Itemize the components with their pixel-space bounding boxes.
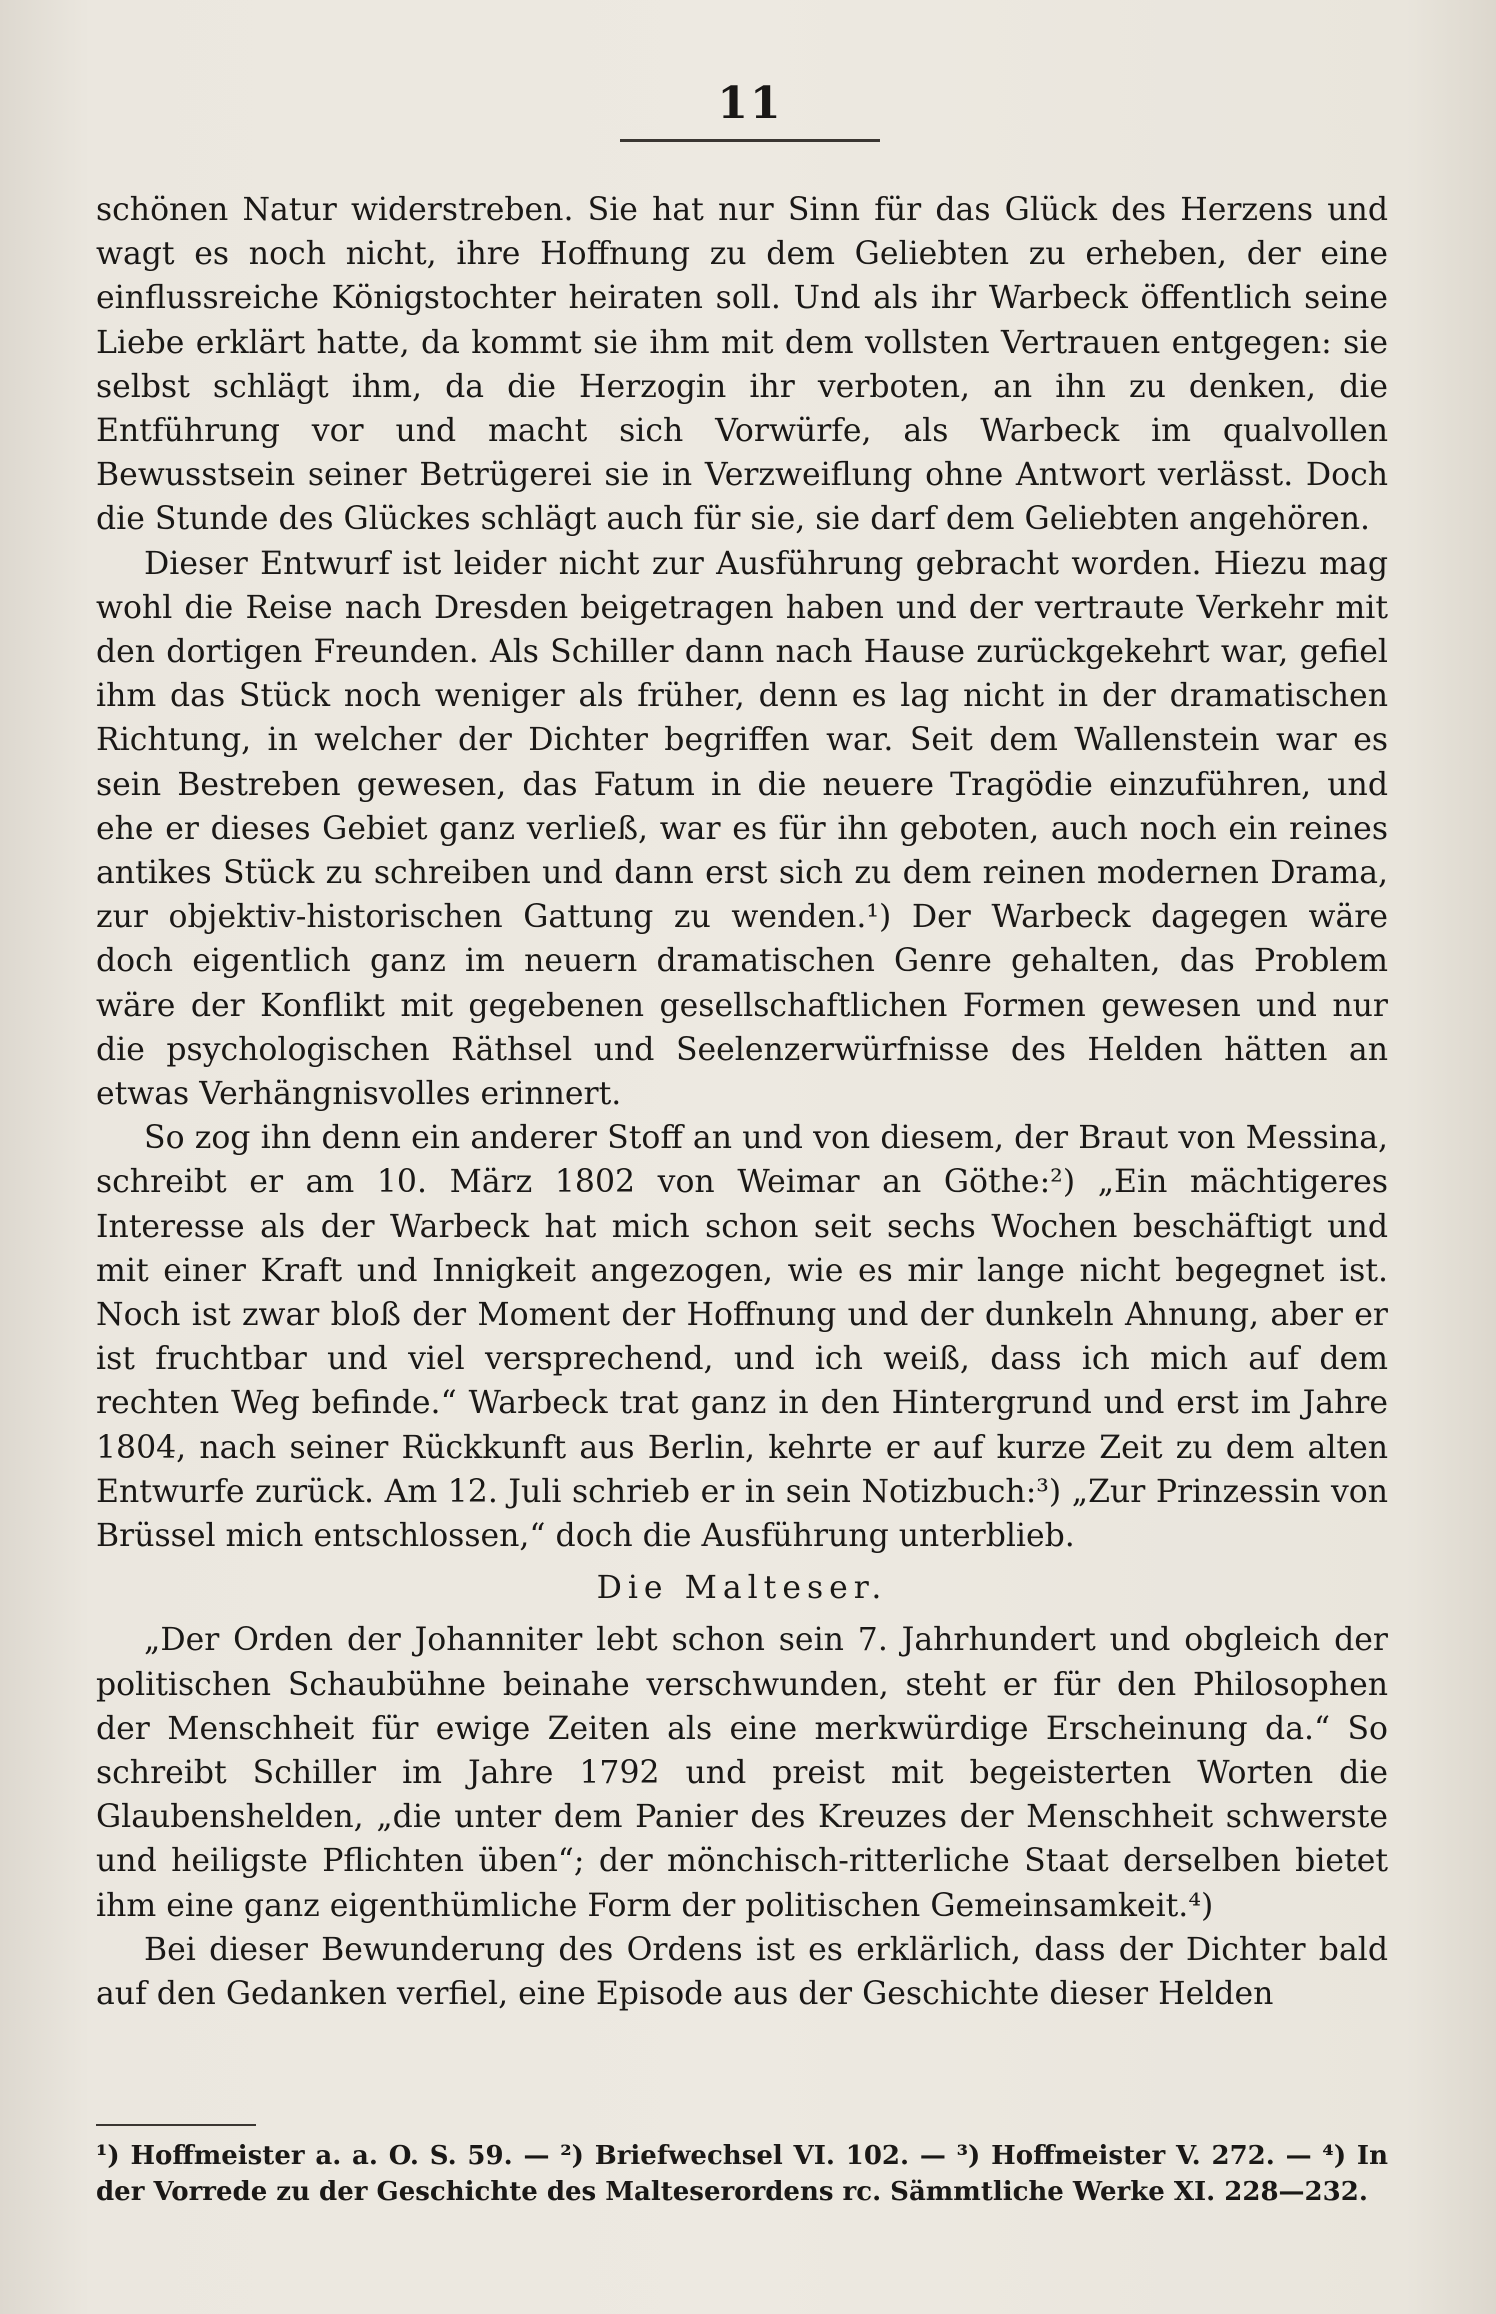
paragraph-1: schönen Natur widerstreben. Sie hat nur Sinn für das Glück des Herzens und wagt es noch nicht, ihre Hoffnung zu dem Geliebten zu erheben, der eine einflussreiche Königstochter heiraten soll. Und als ihr Warbeck öffentlich seine Liebe erklärt hatte, da kommt sie ihm mit dem vollsten Vertrauen entgegen: sie selbst schlägt ihm, da die Herzogin ihr verboten, an ihn zu denken, die Entführung vor und macht sich Vorwürfe, als Warbeck im qualvollen Bewusstsein seiner Betrügerei sie in Verzweiflung ohne Antwort verlässt. Doch die Stunde des Glückes schlägt auch für sie, sie darf dem Geliebten angehören. [96,192,1388,538]
section-paragraph-2: Bei dieser Bewunderung des Ordens ist es erklärlich, dass der Dichter bald auf den Gedanken verfiel, eine Episode aus der Geschichte dieser Helden [96,1931,1388,2012]
footnote-text: ¹) Hoffmeister a. a. O. S. 59. — ²) Briefwechsel VI. 102. — ³) Hoffmeister V. 272. — ⁴) In der Vorrede zu der Geschichte des Malteserordens rc. Sämmtliche Werke XI. 228—232. [96,2141,1388,2207]
footnote-divider [96,2124,256,2126]
paragraph-3: So zog ihn denn ein anderer Stoff an und von diesem, der Braut von Messina, schreibt er am 10. März 1802 von Weimar an Göthe:²) „Ein mächtigeres Interesse als der Warbeck hat mich schon seit sechs Wochen beschäftigt und mit einer Kraft und Innigkeit angezogen, wie es mir lange nicht begegnet ist. Noch ist zwar bloß der Moment der Hoffnung und der dunkeln Ahnung, aber er ist fruchtbar und viel versprechend, und ich weiß, dass ich mich auf dem rechten Weg befinde.“ Warbeck trat ganz in den Hintergrund und erst im Jahre 1804, nach seiner Rückkunft aus Berlin, kehrte er auf kurze Zeit zu dem alten Entwurfe zurück. Am 12. Juli schrieb er in sein Notizbuch:³) „Zur Prinzessin von Brüssel mich entschlossen,“ doch die Ausführung unterblieb. [96,1120,1388,1555]
section-heading: Die Malteser. [596,1570,888,1607]
paragraph-2: Dieser Entwurf ist leider nicht zur Ausführung gebracht worden. Hiezu mag wohl die Reise nach Dresden beigetragen haben und der vertraute Verkehr mit den dortigen Freunden. Als Schiller dann nach Hause zurückgekehrt war, gefiel ihm das Stück noch weniger als früher, denn es lag nicht in der dramatischen Richtung, in welcher der Dichter begriffen war. Seit dem Wallenstein war es sein Bestreben gewesen, das Fatum in die neuere Tragödie einzuführen, und ehe er dieses Gebiet ganz verließ, war es für ihn geboten, auch noch ein reines antikes Stück zu schreiben und dann erst sich zu dem reinen modernen Drama, zur objektiv-historischen Gattung zu wenden.¹) Der Warbeck dagegen wäre doch eigentlich ganz im neuern dramatischen Genre gehalten, das Problem wäre der Konflikt mit gegebenen gesellschaftlichen Formen gewesen und nur die psychologischen Räthsel und Seelenzerwürfnisse des Helden hätten an etwas Verhängnisvolles erinnert. [96,545,1388,1113]
footnotes [96,2138,1388,2210]
body-text [96,188,1388,2016]
page-number: 11 [620,78,880,142]
section-paragraph-1: „Der Orden der Johanniter lebt schon sein 7. Jahrhundert und obgleich der politischen Schaubühne beinahe verschwunden, steht er für den Philosophen der Menschheit für ewige Zeiten als eine merkwürdige Erscheinung da.“ So schreibt Schiller im Jahre 1792 und preist mit begeisterten Worten die Glaubenshelden, „die unter dem Panier des Kreuzes der Menschheit schwerste und heiligste Pflichten üben“; der mönchisch-ritterliche Staat derselben bietet ihm eine ganz eigenthümliche Form der politischen Gemeinsamkeit.⁴) [96,1622,1388,1924]
